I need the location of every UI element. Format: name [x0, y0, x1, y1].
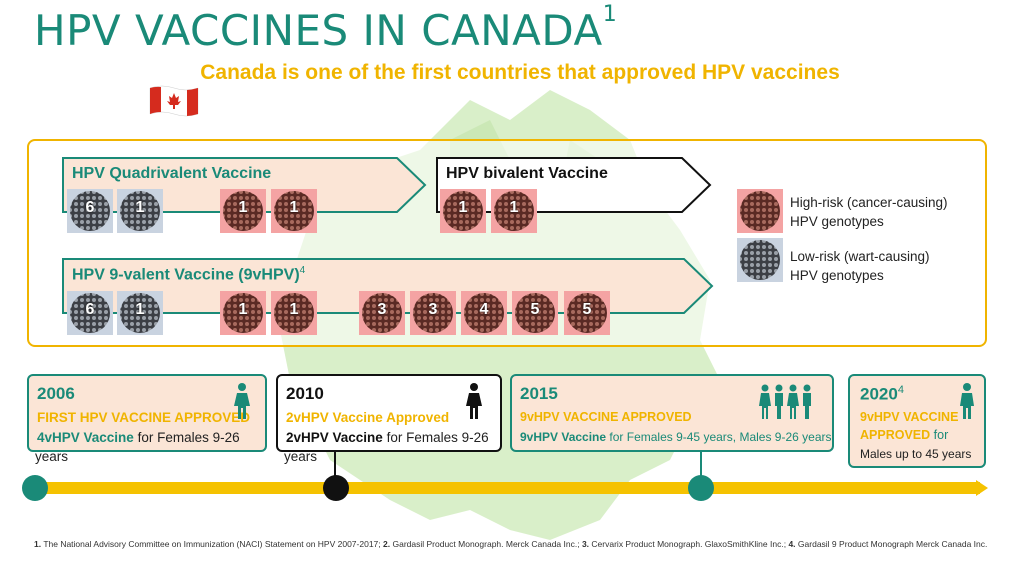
high-risk-genotype-icon: 1 — [220, 189, 266, 233]
high-risk-genotype-icon: 1 — [220, 291, 266, 335]
timeline-arrowhead — [976, 480, 988, 496]
timeline-box-2020: 2020$^4$ 9vHPV VACCINE APPROVED for Males up to 45 years — [848, 374, 986, 468]
low-risk-genotype-icon: 6 — [67, 291, 113, 335]
nonavalent-vaccine-label: HPV 9-valent Vaccine (9vHPV)$^4$ — [72, 265, 306, 284]
timeline-dot-2006 — [22, 475, 48, 501]
high-risk-genotype-icon: 5 — [512, 291, 558, 335]
high-risk-genotype-icon: 1 — [440, 189, 486, 233]
high-risk-genotype-icon: 1 — [491, 189, 537, 233]
timeline-box-2006: 2006 FIRST HPV VACCINE APPROVED 4vHPV Vaccine for Females 9-26 — [27, 374, 267, 452]
low-risk-genotype-icon: 1 — [117, 189, 163, 233]
timeline-2010-overflow: years — [284, 449, 318, 464]
references-footnote: 1. The National Advisory Committee on Immunization (NACI) Statement on HPV 2007-2017; 2. Gardasil Product Monograph. Merck Canada Inc.; 3. Cervarix Product Monograph. GlaxoSmithKline Inc.; 4. Gardasil 9 Product Monograph Merck Canada Inc. — [34, 539, 988, 549]
high-risk-genotype-icon: 5 — [564, 291, 610, 335]
timeline-bar — [30, 482, 980, 494]
high-risk-genotype-icon: 1 — [271, 189, 317, 233]
low-risk-genotype-icon: 6 — [67, 189, 113, 233]
female-person-icon — [232, 382, 252, 420]
timeline-dot-2015 — [688, 475, 714, 501]
legend-low-risk-icon — [737, 238, 783, 282]
page-title: HPV VACCINES IN CANADA$^1$ — [34, 2, 618, 55]
page-subtitle: Canada is one of the first countries that approved HPV vaccines — [200, 61, 840, 84]
legend-low-risk-label: Low-risk (wart-causing) HPV genotypes — [790, 249, 930, 283]
legend-high-risk-label: High-risk (cancer-causing) HPV genotypes — [790, 195, 948, 229]
high-risk-genotype-icon: 4 — [461, 291, 507, 335]
group-people-icon — [758, 384, 818, 420]
bivalent-vaccine-label: HPV bivalent Vaccine — [446, 165, 608, 182]
timeline-box-2015: 2015 9vHPV VACCINE APPROVED 9vHPV Vaccine for Females 9-45 years, Males 9-26 years — [510, 374, 834, 452]
high-risk-genotype-icon: 3 — [359, 291, 405, 335]
timeline-dot-2010 — [323, 475, 349, 501]
timeline-2006-overflow: years — [35, 449, 69, 464]
male-person-icon — [958, 382, 976, 420]
high-risk-genotype-icon: 1 — [271, 291, 317, 335]
female-person-icon — [464, 382, 484, 420]
quadrivalent-vaccine-label: HPV Quadrivalent Vaccine — [72, 165, 272, 182]
timeline-box-2010: 2010 2vHPV Vaccine Approved 2vHPV Vaccine for Females 9-26 — [276, 374, 502, 452]
canada-flag-icon — [148, 84, 200, 118]
legend-high-risk-icon — [737, 189, 783, 233]
low-risk-genotype-icon: 1 — [117, 291, 163, 335]
high-risk-genotype-icon: 3 — [410, 291, 456, 335]
